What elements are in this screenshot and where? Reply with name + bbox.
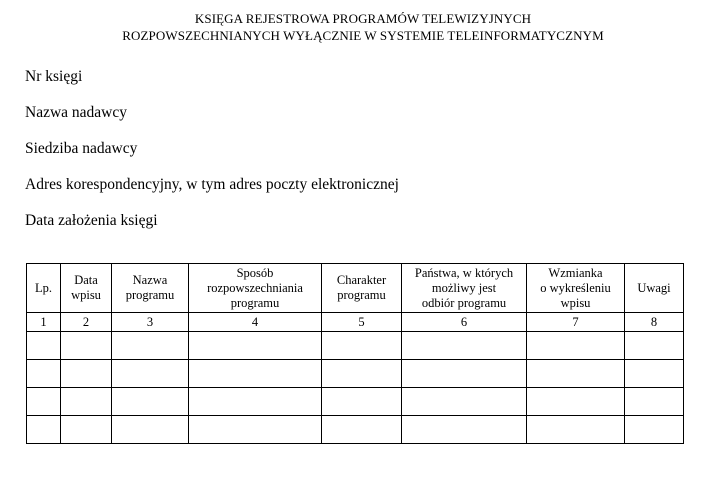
header-lp-label: Lp. xyxy=(34,280,52,295)
column-number: 2 xyxy=(61,313,112,332)
column-number: 5 xyxy=(322,313,402,332)
table-cell xyxy=(527,360,625,388)
header-entry-date-label: Data wpisu xyxy=(71,273,101,302)
table-cell xyxy=(112,332,189,360)
table-cell xyxy=(527,388,625,416)
header-remarks-label: Uwagi xyxy=(637,280,671,295)
column-number: 6 xyxy=(402,313,527,332)
title-line-1: KSIĘGA REJESTROWA PROGRAMÓW TELEWIZYJNYCH xyxy=(194,11,532,26)
column-number: 8 xyxy=(625,313,684,332)
table-row xyxy=(27,388,684,416)
field-correspondence-address: Adres korespondencyjny, w tym adres poczty elektronicznej xyxy=(25,176,399,193)
column-number: 3 xyxy=(112,313,189,332)
table-cell xyxy=(322,388,402,416)
title-line-2: ROZPOWSZECHNIANYCH WYŁĄCZNIE W SYSTEMIE TELEINFORMATYCZNYM xyxy=(122,28,604,43)
header-reception-countries xyxy=(402,264,527,313)
table-cell xyxy=(27,332,61,360)
table-cell xyxy=(189,360,322,388)
header-program-character xyxy=(322,264,402,313)
field-broadcaster-name: Nazwa nadawcy xyxy=(25,104,127,121)
table-cell xyxy=(61,332,112,360)
table-cell xyxy=(112,416,189,444)
header-lp xyxy=(27,264,61,313)
table-cell xyxy=(322,332,402,360)
header-program-name xyxy=(112,264,189,313)
table-cell xyxy=(112,360,189,388)
field-broadcaster-seat: Siedziba nadawcy xyxy=(25,140,138,157)
header-program-character-label: Charakter programu xyxy=(336,273,387,302)
table-cell xyxy=(625,388,684,416)
table-cell xyxy=(402,388,527,416)
header-program-name-label: Nazwa programu xyxy=(125,273,175,302)
table-cell xyxy=(402,360,527,388)
table-cell xyxy=(189,416,322,444)
header-distribution-method xyxy=(189,264,322,313)
table-cell xyxy=(527,416,625,444)
table-row xyxy=(27,332,684,360)
table-cell xyxy=(61,416,112,444)
table-cell xyxy=(112,388,189,416)
table-cell xyxy=(27,388,61,416)
header-deletion-note-label: Wzmianka o wykreśleniu wpisu xyxy=(540,265,611,310)
column-number: 4 xyxy=(189,313,322,332)
table-cell xyxy=(189,388,322,416)
register-table xyxy=(26,263,684,444)
table-header-row xyxy=(27,264,684,313)
column-number-row xyxy=(27,313,684,332)
column-number: 7 xyxy=(527,313,625,332)
header-reception-countries-label: Państwa, w których możliwy jest odbiór programu xyxy=(414,265,514,310)
table-row xyxy=(27,360,684,388)
table-cell xyxy=(527,332,625,360)
table-cell xyxy=(61,388,112,416)
table-cell xyxy=(322,360,402,388)
field-register-creation-date: Data założenia księgi xyxy=(25,212,158,229)
header-remarks xyxy=(625,264,684,313)
table-cell xyxy=(402,416,527,444)
table-row xyxy=(27,416,684,444)
column-number: 1 xyxy=(27,313,61,332)
header-distribution-method-label: Sposób rozpowszechniania programu xyxy=(207,265,303,310)
field-register-number: Nr księgi xyxy=(25,68,83,85)
header-entry-date xyxy=(61,264,112,313)
table-cell xyxy=(189,332,322,360)
header-deletion-note xyxy=(527,264,625,313)
table-cell xyxy=(322,416,402,444)
table-cell xyxy=(402,332,527,360)
table-cell xyxy=(625,416,684,444)
table-cell xyxy=(27,360,61,388)
table-cell xyxy=(61,360,112,388)
table-cell xyxy=(625,360,684,388)
table-cell xyxy=(625,332,684,360)
table-cell xyxy=(27,416,61,444)
